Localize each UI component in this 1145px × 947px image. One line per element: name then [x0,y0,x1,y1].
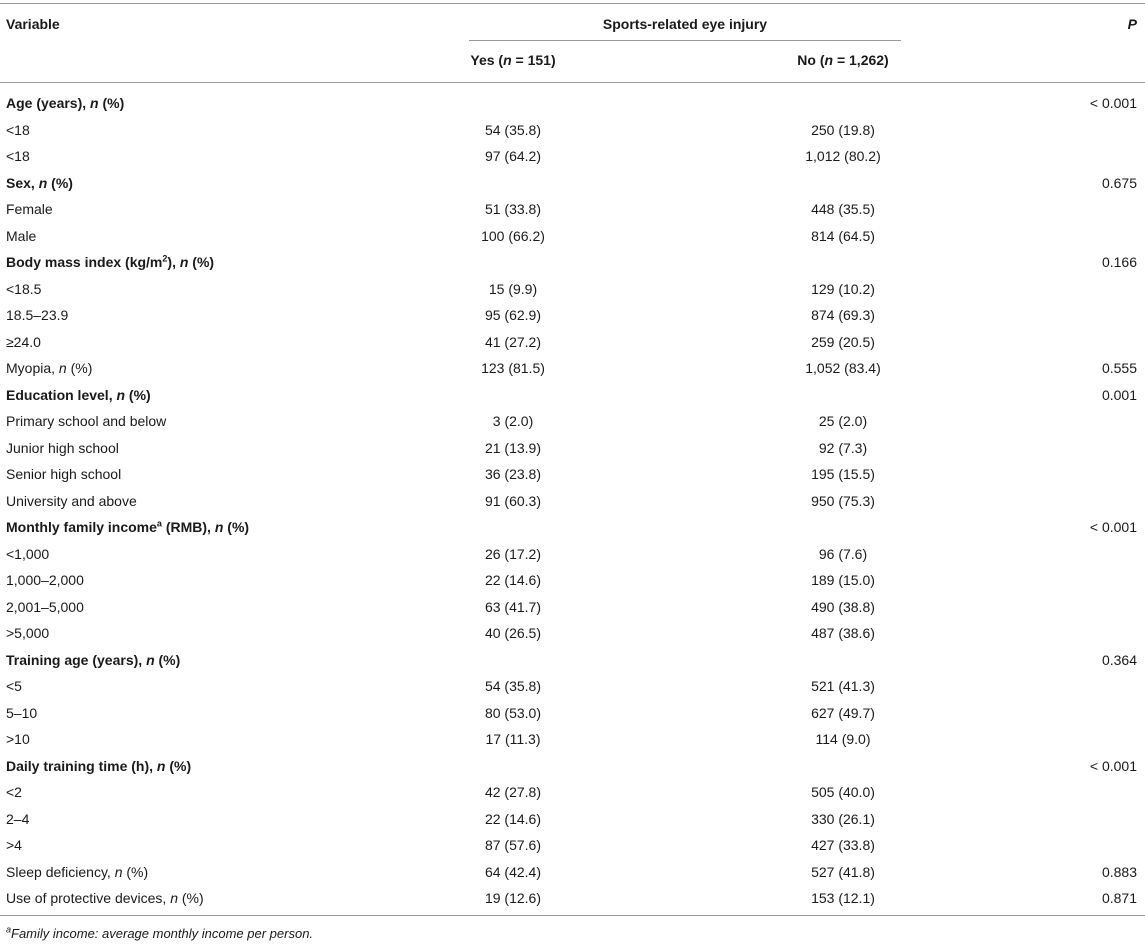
cell-no: 25 (2.0) [818,413,868,429]
cell-variable-part: n [58,360,67,376]
cell-variable-part: (%) [223,519,250,535]
cell-variable-part: (%) [98,95,125,111]
cell-yes: 95 (62.9) [484,307,542,323]
cell-yes: 91 (60.3) [484,492,542,509]
cell-variable: Female [6,201,53,217]
cell-variable: <18 [6,121,30,138]
cell-variable: Senior high school [6,466,122,482]
table-row [0,302,1145,329]
table-row [0,276,1145,303]
cell-variable-part: Age (years), [6,95,91,111]
table-bottom-rule [0,915,1145,916]
table-row [0,726,1145,753]
cell-variable: 18.5–23.9 [6,307,69,323]
cell-variable: <18 [6,148,30,164]
header-p-value: P [1127,16,1137,32]
cell-variable-part: Use of protective devices, [6,890,171,906]
table-body [0,90,1145,912]
cell-variable-part: Daily training time (h), [6,757,157,774]
table-row [0,567,1145,594]
cell-yes: 97 (64.2) [484,148,542,164]
cell-variable-part: Monthly family income [6,519,157,535]
table-section-row [0,90,1145,117]
table-row [0,832,1145,859]
cell-variable [6,647,180,674]
cell-no: 527 (41.8) [811,863,875,880]
table-section-row [0,382,1145,409]
cell-no: 96 (7.6) [818,545,868,562]
table-row [0,355,1145,382]
footnote-mark: a [6,924,12,935]
cell-yes: 40 (26.5) [484,625,542,641]
cell-variable-part: Body mass index (kg/m [6,254,163,270]
cell-variable: <2 [6,784,22,800]
cell-variable: ≥24.0 [6,333,41,350]
cell-variable [6,355,92,382]
cell-variable-part: n [116,386,126,403]
cell-variable [6,753,191,780]
cell-variable: 1,000–2,000 [6,572,84,588]
cell-no: 1,052 (83.4) [805,360,881,376]
cell-variable: <5 [6,678,22,694]
cell-variable-part: (%) [188,254,215,270]
cell-yes: 19 (12.6) [484,890,542,906]
header-no-prefix: No ( [797,52,825,68]
cell-yes: 123 (81.5) [481,360,545,376]
cell-variable: Junior high school [6,439,119,456]
cell-variable-part: (%) [177,890,204,906]
cell-variable [6,382,151,409]
header-yes [371,52,655,68]
table-row [0,488,1145,515]
cell-p-value: 0.166 [1101,254,1137,270]
cell-no: 330 (26.1) [811,810,875,827]
header-group-rule [469,40,901,41]
cell-no: 490 (38.8) [811,598,875,615]
header-yes-suffix: = 151) [511,52,556,68]
cell-variable-part: n [156,757,166,774]
cell-no: 92 (7.3) [818,439,868,456]
cell-variable: 5–10 [6,704,38,721]
cell-variable: 2,001–5,000 [6,598,84,615]
cell-variable-part: n [146,651,155,668]
table-row [0,859,1145,886]
cell-p-value: 0.675 [1101,174,1137,191]
cell-yes: 3 (2.0) [492,413,534,429]
table-row [0,408,1145,435]
cell-variable-part: Education level, [6,386,117,403]
table-row [0,329,1145,356]
cell-yes: 41 (27.2) [484,333,542,350]
header-yes-n: n [503,52,512,68]
cell-variable: 2–4 [6,810,30,827]
cell-variable-part: n [179,254,189,270]
cell-variable: <1,000 [6,545,50,562]
cell-no: 427 (33.8) [811,837,875,853]
cell-variable-part: n [114,863,123,880]
cell-variable-part: n [214,519,224,535]
table-section-row [0,249,1145,276]
cell-p-value: 0.883 [1101,863,1137,880]
cell-yes: 87 (57.6) [484,837,542,853]
cell-variable-part: (%) [66,360,93,376]
cell-yes: 51 (33.8) [484,201,542,217]
table-row [0,779,1145,806]
cell-yes: 63 (41.7) [484,598,542,615]
cell-variable-part: a [156,518,162,529]
cell-yes: 54 (35.8) [484,678,542,694]
cell-yes: 100 (66.2) [481,227,545,244]
cell-variable: University and above [6,492,137,509]
header-group-sports-injury: Sports-related eye injury [602,16,768,32]
table-top-rule [0,3,1145,4]
cell-yes: 17 (11.3) [485,731,541,747]
cell-variable: >5,000 [6,625,50,641]
cell-no: 814 (64.5) [811,227,875,244]
cell-variable-part: n [90,95,99,111]
cell-variable: >4 [6,837,22,853]
table-section-row [0,647,1145,674]
cell-no: 250 (19.8) [811,121,875,138]
cell-yes: 54 (35.8) [484,121,542,138]
cell-variable: Primary school and below [6,413,167,429]
cell-no: 505 (40.0) [811,784,875,800]
footnote-text: Family income: average monthly income per person. [11,926,314,941]
cell-no: 129 (10.2) [811,280,875,297]
cell-variable-part: (%) [47,174,73,191]
header-no [696,52,990,68]
cell-variable: <18.5 [6,280,42,297]
cell-yes: 22 (14.6) [484,572,542,588]
table-row [0,806,1145,833]
cell-no: 1,012 (80.2) [805,148,881,164]
cell-variable-part: (RMB), [161,519,215,535]
cell-yes: 80 (53.0) [484,704,542,721]
cell-variable [6,859,148,886]
table-section-row [0,170,1145,197]
cell-variable-part: n [38,174,48,191]
cell-variable-part: 2 [162,253,168,264]
cell-no: 259 (20.5) [811,333,875,350]
cell-variable-part: (%) [122,863,149,880]
table-row [0,673,1145,700]
cell-p-value: < 0.001 [1089,757,1137,774]
cell-variable [6,249,214,276]
cell-p-value: < 0.001 [1089,519,1137,535]
header-no-n: n [824,52,834,68]
table-row [0,594,1145,621]
table-row [0,700,1145,727]
table-row [0,143,1145,170]
cell-yes: 15 (9.9) [488,280,538,297]
header-no-suffix: = 1,262) [833,52,889,68]
cell-variable-part: Sleep deficiency, [6,863,115,880]
cell-no: 153 (12.1) [811,890,875,906]
header-yes-prefix: Yes ( [470,52,504,68]
cell-no: 487 (38.6) [811,625,875,641]
cell-variable-part: Sex, [6,174,39,191]
table-section-row [0,514,1145,541]
table-row [0,461,1145,488]
table-header-rule [0,82,1145,83]
cell-no: 195 (15.5) [811,466,875,482]
cell-variable-part: ), [167,254,180,270]
cell-no: 950 (75.3) [811,492,875,509]
cell-variable-part: n [170,890,178,906]
header-variable: Variable [6,16,60,32]
cell-yes: 42 (27.8) [484,784,542,800]
table-row [0,541,1145,568]
table-row [0,885,1145,912]
cell-variable-part: (%) [165,757,192,774]
cell-yes: 36 (23.8) [484,466,542,482]
cell-p-value: < 0.001 [1089,95,1137,111]
cell-variable-part: Myopia, [6,360,59,376]
cell-variable [6,514,249,541]
cell-no: 874 (69.3) [811,307,875,323]
cell-p-value: 0.364 [1101,651,1137,668]
cell-no: 521 (41.3) [811,678,875,694]
cell-no: 448 (35.5) [811,201,875,217]
cell-variable [6,885,204,912]
cell-yes: 64 (42.4) [484,863,542,880]
cell-p-value: 0.871 [1101,890,1137,906]
cell-variable [6,90,124,117]
cell-no: 114 (9.0) [815,731,871,747]
table-row [0,223,1145,250]
table-row [0,117,1145,144]
cell-variable-part: (%) [125,386,151,403]
cell-variable-part: Training age (years), [6,651,147,668]
cell-variable: Male [6,227,37,244]
cell-variable: >10 [6,731,30,747]
cell-variable-part: (%) [154,651,181,668]
cell-no: 189 (15.0) [811,572,875,588]
cell-p-value: 0.555 [1101,360,1137,376]
table-row [0,196,1145,223]
table-row [0,435,1145,462]
cell-variable [6,170,73,197]
table-row [0,620,1145,647]
cell-yes: 26 (17.2) [484,545,542,562]
cell-yes: 21 (13.9) [484,439,542,456]
cell-no: 627 (49.7) [811,704,875,721]
cell-p-value: 0.001 [1101,386,1137,403]
cell-yes: 22 (14.6) [484,810,542,827]
table-footnote [6,926,313,941]
table-section-row [0,753,1145,780]
